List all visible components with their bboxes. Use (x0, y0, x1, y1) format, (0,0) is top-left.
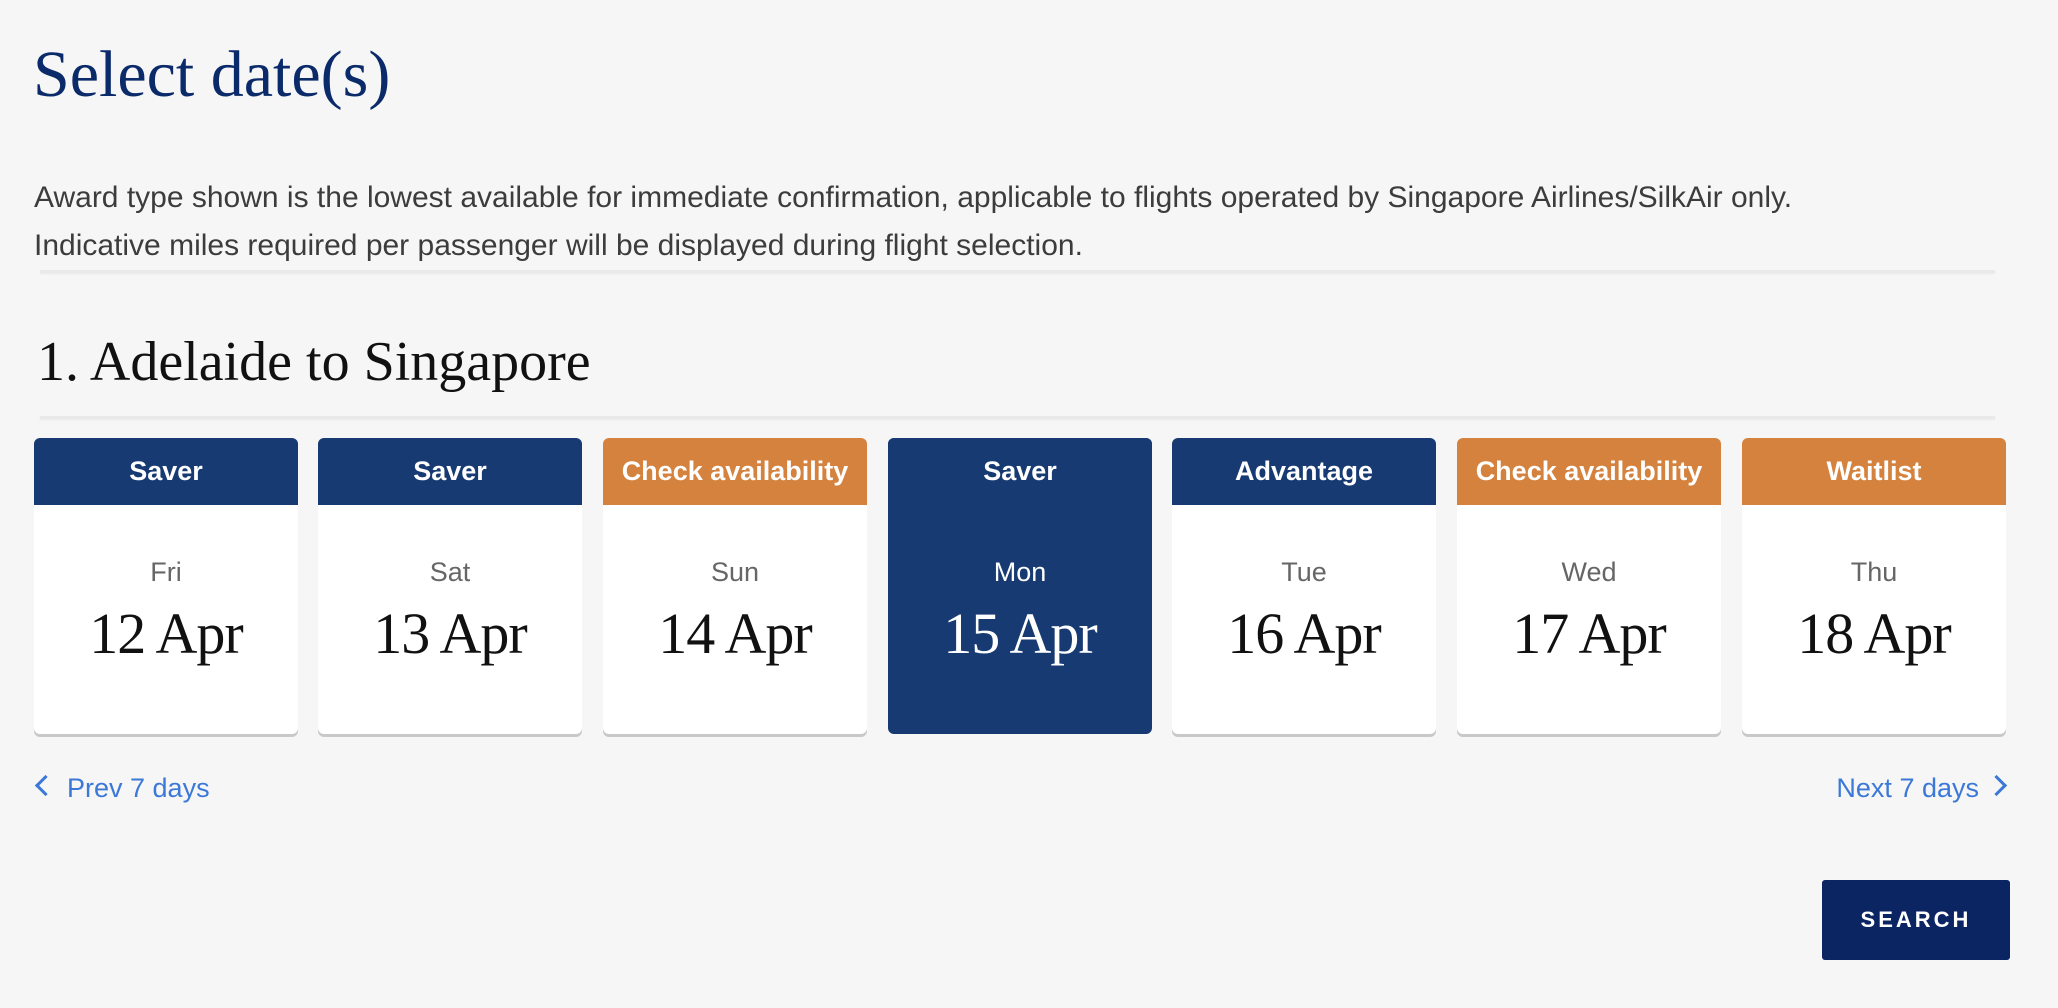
date-card-17-apr[interactable] (1457, 438, 1721, 734)
date-selector (34, 438, 2006, 734)
award-info-line-1: Award type shown is the lowest available for immediate confirmation, applicable to flights operated by Singapore Airlines/SilkAir only. (34, 181, 1793, 214)
date-card-15-apr[interactable] (888, 438, 1152, 734)
prev-7-days-label: Prev 7 days (67, 773, 210, 803)
award-info-text (34, 174, 1994, 270)
award-type-badge: Waitlist (1742, 438, 2006, 505)
award-type-badge: Advantage (1172, 438, 1436, 505)
day-of-week: Thu (1850, 557, 1898, 587)
day-of-week: Fri (150, 557, 182, 587)
award-type-badge: Saver (318, 438, 582, 505)
day-of-week: Sat (429, 557, 471, 587)
date-card-18-apr[interactable] (1742, 438, 2006, 734)
date-label: 14 Apr (658, 601, 812, 666)
award-type-badge: Check availability (603, 438, 867, 505)
date-label: 15 Apr (943, 601, 1097, 666)
award-type-badge: Saver (888, 438, 1152, 505)
award-type-badge: Check availability (1457, 438, 1721, 505)
section-divider (40, 270, 1995, 273)
segment-divider (40, 416, 1995, 419)
date-label: 13 Apr (373, 601, 527, 666)
award-type-badge: Saver (34, 438, 298, 505)
award-info-line-2: Indicative miles required per passenger will be displayed during flight selection. (34, 229, 1083, 262)
next-7-days-link[interactable] (1836, 770, 2004, 806)
day-of-week: Sun (710, 557, 760, 587)
date-card-13-apr[interactable] (318, 438, 582, 734)
date-label: 17 Apr (1512, 601, 1666, 666)
date-label: 18 Apr (1797, 601, 1951, 666)
search-button[interactable]: SEARCH (1822, 880, 2010, 960)
date-card-12-apr[interactable] (34, 438, 298, 734)
chevron-right-icon (1986, 775, 2007, 796)
day-of-week: Wed (1561, 557, 1617, 587)
segment-title: 1. Adelaide to Singapore (37, 331, 591, 393)
next-7-days-label: Next 7 days (1836, 773, 1979, 803)
date-card-16-apr[interactable] (1172, 438, 1436, 734)
date-label: 12 Apr (89, 601, 243, 666)
page-title: Select date(s) (33, 38, 391, 111)
chevron-left-icon (35, 775, 56, 796)
day-of-week: Tue (1281, 557, 1327, 587)
date-label: 16 Apr (1227, 601, 1381, 666)
prev-7-days-link[interactable] (38, 770, 210, 806)
date-card-14-apr[interactable] (603, 438, 867, 734)
day-of-week: Mon (993, 557, 1047, 587)
